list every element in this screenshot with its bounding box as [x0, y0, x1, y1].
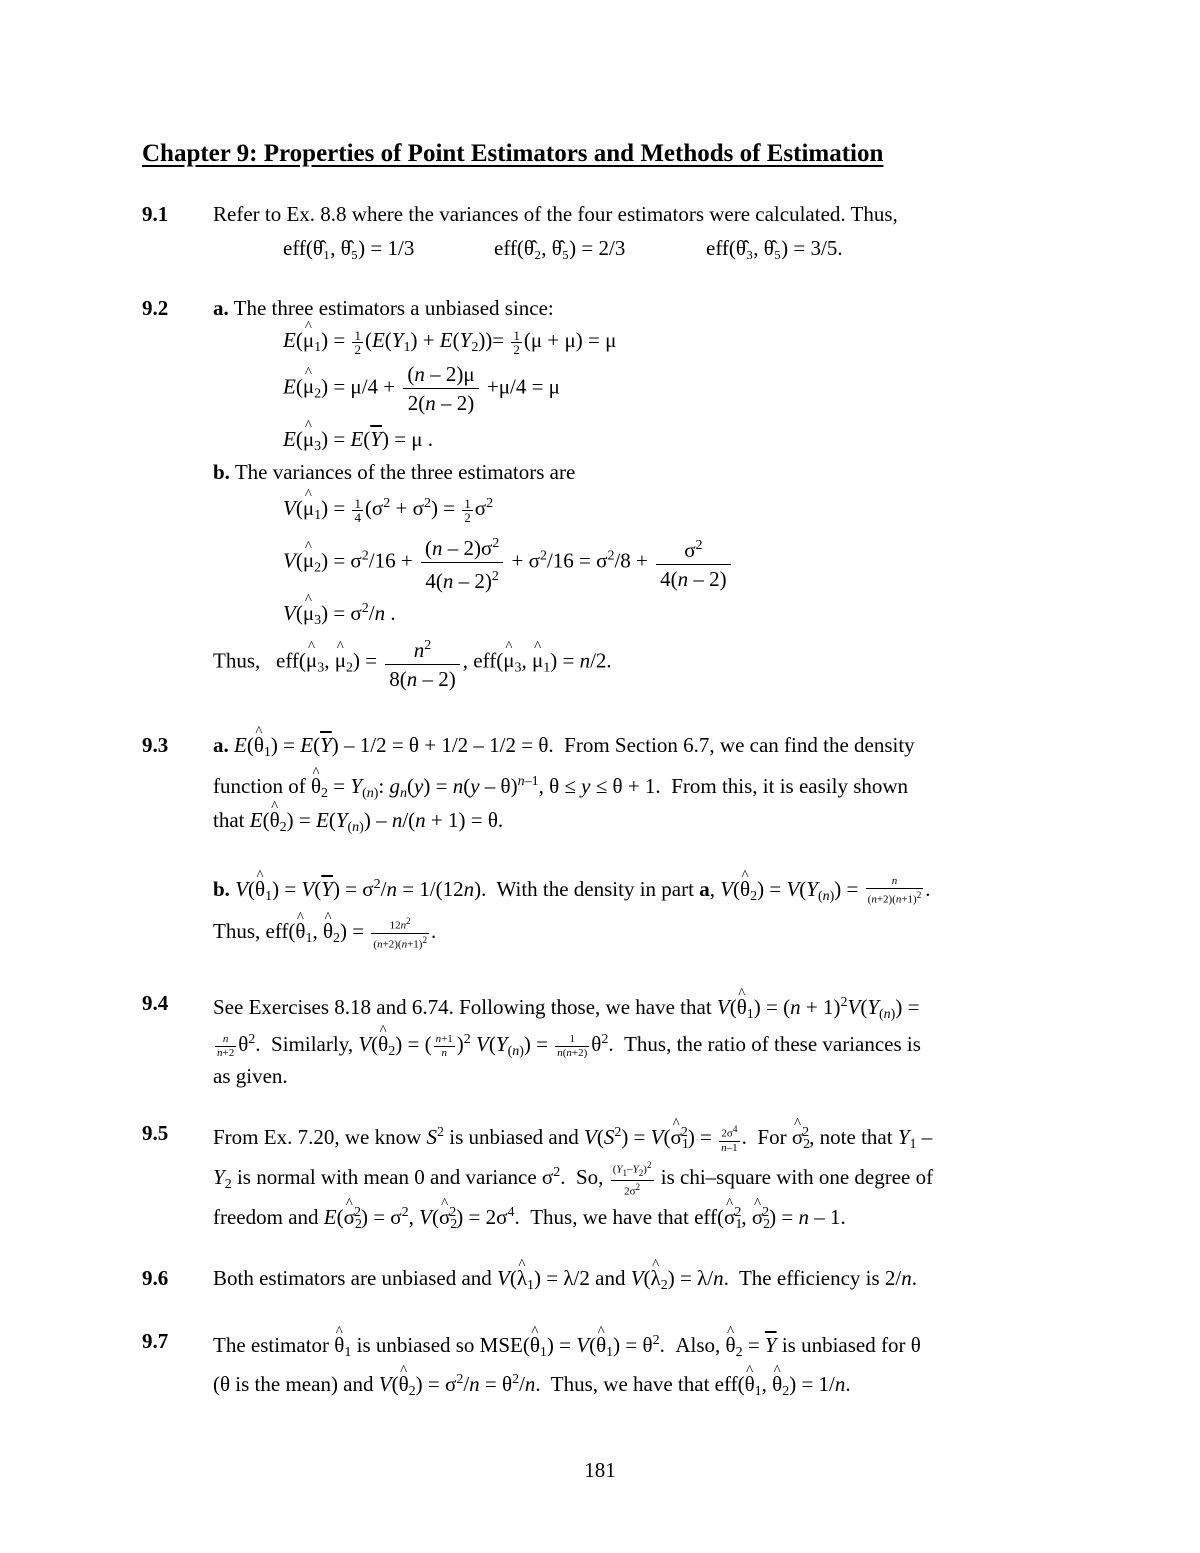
problem-9-1-text: Refer to Ex. 8.8 where the variances of the four estimators were calculated. Thus, [213, 202, 898, 226]
equation-e-mu3: E(^ $\mu_3) = E(\overline{Y}) = \mu$ . [283, 425, 433, 461]
problem-9-7-line2: (θ is the mean) and V(^ $\theta_2) = \sigma^2/n = \theta^2/n$. Thus, we have that eff(^ $\theta_1$, ^ $\theta_2) = 1/n$. [213, 1366, 851, 1406]
problem-number-9-4: 9.4 [142, 991, 169, 1015]
problem-9-1-eq1: eff(θ̂₁, θ̂₅) = 1/3 [283, 236, 415, 260]
problem-9-1-eq2: eff(θ̂₂, θ̂₅) = 2/3 [494, 236, 626, 260]
problem-9-3-line5: Thus, eff(^ $\theta_1$, ^ $\theta_2$) = $\frac{12n^2}{(n+2)(n+1)^2}$ . [213, 915, 436, 953]
problem-number-9-1: 9.1 [142, 202, 169, 226]
problem-9-2-thus: Thus, eff(^ $\mu_3$, ^ $\mu_2$) = $\frac{n^2}{8(n - 2)}$ , eff(^ $\mu_3$, ^ $\mu_1) = n/2$. [213, 632, 612, 693]
equation-v-mu1: V(^ $\mu_1$) = $\frac{1}{4}$ $(\sigma^2 + \sigma^2)$ = $\frac{1}{2}$ $\sigma^2$ [283, 490, 493, 530]
equation-e-mu1: E(^ $\mu_1$) = $\frac{1}{2}$ $(E(Y_1) + E(Y_2))=$ $\frac{1}{2}$ (μ + μ) = μ [283, 326, 616, 362]
chapter-title: Chapter 9: Properties of Point Estimators and Methods of Estimation [142, 140, 884, 167]
problem-9-4-line2: $\frac{n}{n+2}$ $\theta^2$. Similarly, V(^ $\theta_2$) = ( $\frac{n+1}{n}$ )$^2$ $V(Y_{(n)})$ = $\frac{1}{n(n+2)}$ $\theta^2$. Thus, the ratio of these variances is [213, 1026, 921, 1066]
problem-9-1-eq3: eff(θ̂₃, θ̂₅) = 3/5. [706, 236, 843, 260]
page-number: 181 [584, 1458, 616, 1482]
problem-9-3-line1: a. E(^ $\theta_1) = E(\overline{Y}) - 1/2 = \theta + 1/2 - 1/2 = \theta$. From Section 6.7, we can find the density [213, 731, 915, 767]
problem-9-6-text: Both estimators are unbiased and V(^ $\lambda_1) = \lambda/2$ and V(^ $\lambda_2) = \lambda/n$. The efficiency is 2/n. [213, 1264, 917, 1300]
problem-9-2-b: b. The variances of the three estimators are [213, 460, 576, 484]
problem-number-9-5: 9.5 [142, 1121, 169, 1145]
problem-number-9-2: 9.2 [142, 296, 169, 320]
problem-9-5-line3: freedom and E(^ $\sigma_2^2) = \sigma^2$, V(^ $\sigma_2^2) = 2\sigma^4$. Thus, we have that eff(^ $\sigma_1^2$, ^ $\sigma_2^2) = n - 1$. [213, 1199, 846, 1239]
problem-9-7-line1: The estimator ^ $\theta_1$ is unbiased so MSE(^ $\theta_1$) = V(^ $\theta_1) = \theta^2$. Also, ^ $\theta_2 = \overline{Y}$ is unbiased for θ [213, 1327, 921, 1367]
problem-9-3-line3: that E(^ $\theta_2) = E(Y_{(n)}) - n/(n + 1) = \theta$. [213, 806, 503, 842]
problem-number-9-3: 9.3 [142, 733, 169, 757]
problem-9-3-line4: b. V(^ $\theta_1) = V(\overline{Y}) = \sigma^2/n = 1/(12n)$. With the density in part a, V(^ $\theta_2) = V(Y_{(n)})$ = $\frac{n}{(n+2)(n+1)^2}$ . [213, 871, 931, 911]
problem-number-9-6: 9.6 [142, 1266, 169, 1290]
problem-9-2-a: a. The three estimators a unbiased since: [213, 296, 554, 320]
problem-9-5-line1: From Ex. 7.20, we know $S^2$ is unbiased and $V(S^2)$ = V(^ $\sigma_1^2$) = $\frac{2\sigma^4}{n-1}$ . For ^ $\sigma_2^2$, note that $Y_1$ – [213, 1119, 932, 1159]
problem-9-3-line2: function of ^ $\theta_2 = Y_{(n)}$: $g_n(y) = n(y - \theta)^{n-1}$, θ ≤ y ≤ θ + 1. From this, it is easily shown [213, 768, 908, 808]
problem-number-9-7: 9.7 [142, 1329, 169, 1353]
problem-9-4-line3: as given. [213, 1064, 288, 1088]
equation-v-mu3: V(^ $\mu_3) = \sigma^2/n$ . [283, 595, 396, 635]
problem-9-4-line1: See Exercises 8.18 and 6.74. Following those, we have that V(^ $\theta_1) = (n + 1)^2V(Y_{(n)})$ = [213, 989, 919, 1029]
equation-e-mu2: E(^ $\mu_2) = \mu/4$ + $\frac{(n - 2)\mu}{2(n - 2)}$ +μ/4 = μ [283, 360, 560, 417]
problem-9-5-line2: $Y_2$ is normal with mean 0 and variance $\sigma^2$. So, $\frac{(Y_1-Y_2)^2}{2\sigma^2}$ is chi–square with one degree of [213, 1160, 934, 1198]
equation-v-mu2: V(^ $\mu_2) = \sigma^2/16$ + $\frac{(n - 2)\sigma^2}{4(n - 2)^2}$ + $\sigma^2/16 = \sigma^2/8$ + $\frac{\sigma^2}{4(n - 2)}$ [283, 530, 734, 595]
